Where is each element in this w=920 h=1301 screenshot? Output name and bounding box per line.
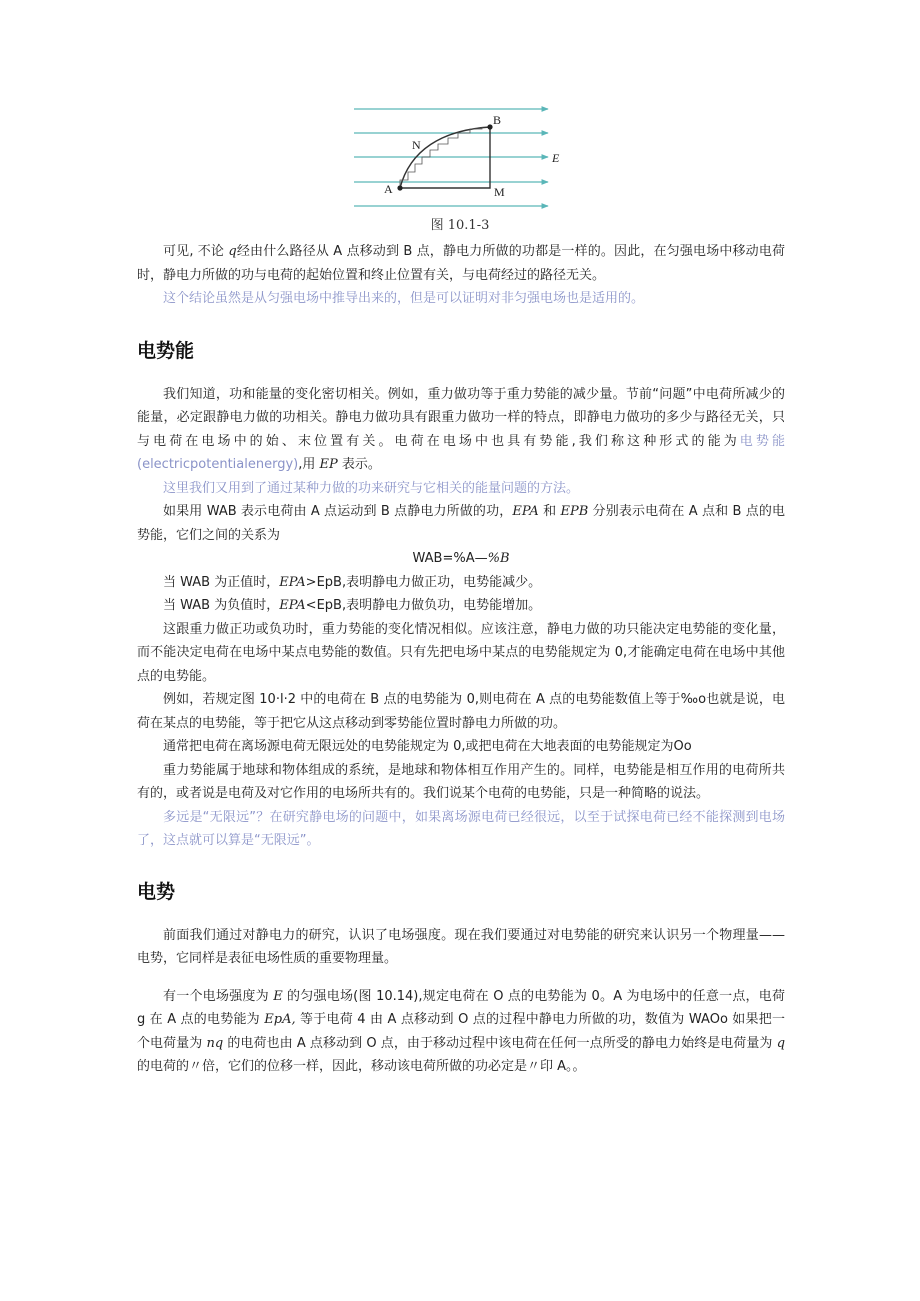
paragraph: 可见, 不论 q经由什么路径从 A 点移动到 B 点，静电力所做的功都是一样的。因此，在匀强电场中移动电荷时，静电力所做的功与电荷的起始位置和终止位置有关，与电荷经过的路径无关。 [137, 244, 785, 283]
side-note: 多远是“无限远”？在研究静电场的问题中，如果离场源电荷已经很远，以至于试探电荷已经不能探测到电场了，这点就可以算是“无限远”。 [137, 809, 785, 848]
paragraph: 前面我们通过对静电力的研究，认识了电场强度。现在我们要通过对电势能的研究来认识另一个物理量——电势，它同样是表征电场性质的重要物理量。 [137, 927, 785, 966]
point-a [397, 185, 402, 190]
label-m: M [494, 185, 505, 199]
paragraph: 重力势能属于地球和物体组成的系统，是地球和物体相互作用产生的。同样，电势能是相互作用的电荷所共有的，或者说是电荷及对它作用的电场所共有的。我们说某个电荷的电势能，只是一种简略的说法。 [137, 762, 785, 801]
side-note: 这里我们又用到了通过某种力做的功来研究与它相关的能量问题的方法。 [163, 480, 580, 496]
paragraph: 如果用 WAB 表示电荷由 A 点运动到 B 点静电力所做的功，EPA 和 EPB 分别表示电荷在 A 点和 B 点的电势能，它们之间的关系为 [137, 504, 785, 543]
section-heading-potential-energy: 电势能 [137, 339, 195, 362]
paragraph: 我们知道，功和能量的变化密切相关。例如，重力做功等于重力势能的减少量。节前“问题”中电荷所减少的能量，必定跟静电力做的功相关。静电力做功具有跟重力做功一样的特点，即静电力做功的多少与路径无关，只与电荷在电场中的始、末位置有关。电荷在电场中也具有势能,我们称这种形式的能为电势能(electricpotentialenergy),用 EP 表示。 [137, 386, 785, 472]
figure-caption: 图 10.1-3 [430, 218, 490, 233]
term-highlight: 电势能(electricpotentialenergy) [137, 433, 785, 472]
label-e: E [552, 151, 560, 165]
label-n: N [412, 138, 421, 152]
label-a: A [384, 182, 393, 196]
paragraph: 这跟重力做正功或负功时，重力势能的变化情况相似。应该注意，静电力做的功只能决定电势能的变化量，而不能决定电荷在电场中某点电势能的数值。只有先把电场中某点的电势能规定为 0,才能确定电荷在电场中其他点的电势能。 [137, 621, 785, 684]
paragraph: 有一个电场强度为 E 的匀强电场(图 10.14),规定电荷在 O 点的电势能为 0。A 为电场中的任意一点，电荷 g 在 A 点的电势能为 EpA, 等于电荷 4 由 A 点移动到 O 点的过程中静电力所做的功，数值为 WAOo 如果把一个电荷量为 nq 的电荷也由 A 点移动到 O 点，由于移动过程中该电荷在任何一点所受的静电力始终是电荷量为 q 的电荷的〃倍，它们的位移一样，因此，移动该电荷所做的功必定是〃印 A。。 [137, 988, 786, 1074]
paragraph: 当 WAB 为负值时，EPA<EpB,表明静电力做负功，电势能增加。 [163, 598, 542, 613]
paragraph: 例如，若规定图 10·l·2 中的电荷在 B 点的电势能为 0,则电荷在 A 点的电势能数值上等于‰o也就是说，电荷在某点的电势能，等于把它从这点移动到零势能位置时静电力所做的功。 [137, 692, 785, 731]
label-b: B [493, 113, 502, 127]
paragraph: 通常把电荷在离场源电荷无限远处的电势能规定为 0,或把电荷在大地表面的电势能规定为Oo [163, 739, 692, 754]
formula: WAB=%A—%B [412, 551, 510, 566]
point-b [487, 124, 492, 129]
section-heading-potential: 电势 [137, 880, 176, 903]
uniform-field-diagram [352, 100, 562, 220]
spacer [137, 971, 785, 985]
side-note: 这个结论虽然是从匀强电场中推导出来的，但是可以证明对非匀强电场也是适用的。 [163, 291, 645, 306]
document-body [137, 240, 785, 1079]
paragraph: 当 WAB 为正值时，EPA>EpB,表明静电力做正功，电势能减少。 [163, 574, 542, 590]
